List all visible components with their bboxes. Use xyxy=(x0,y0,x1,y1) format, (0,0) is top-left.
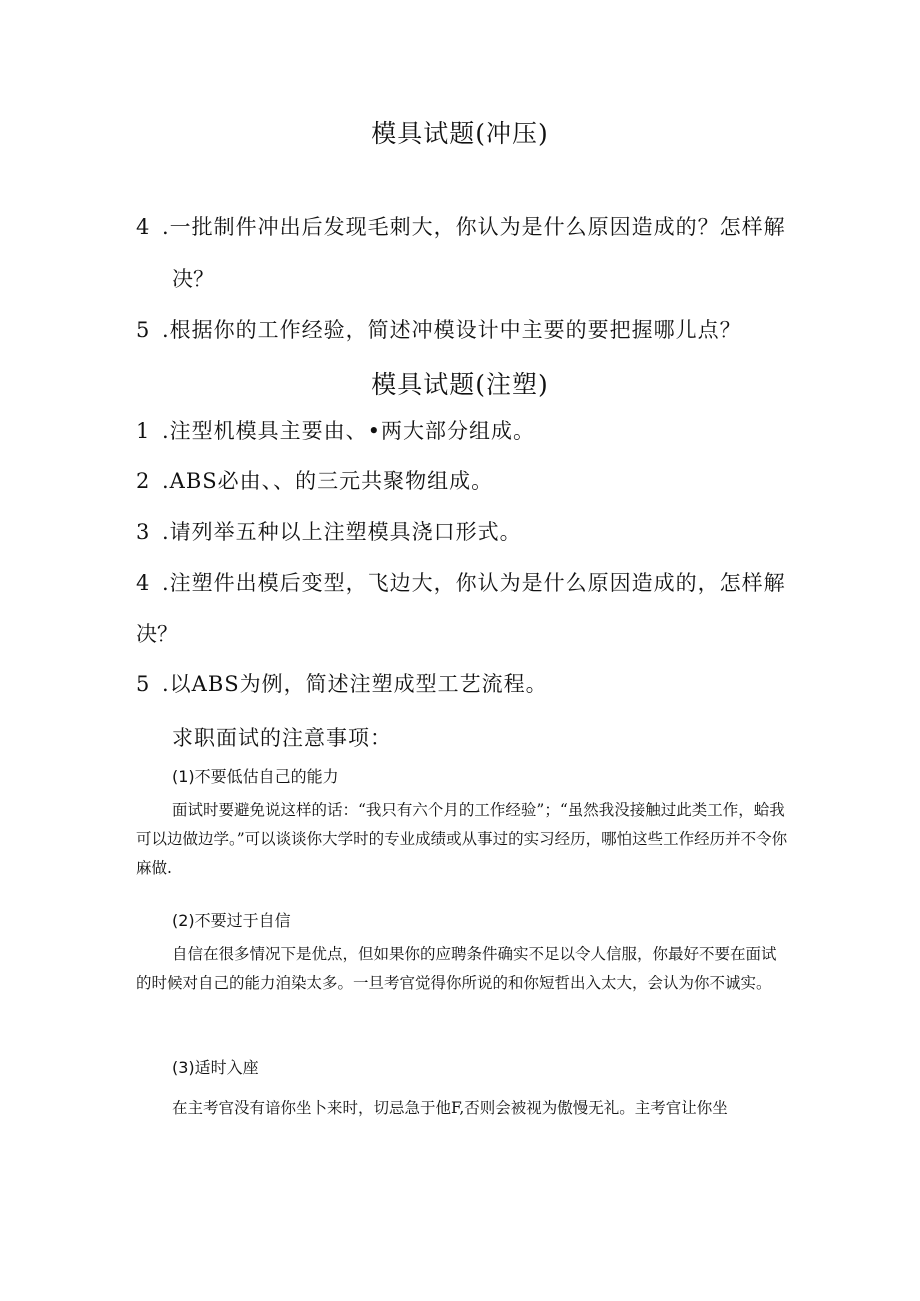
question-number: 3 xyxy=(136,520,151,544)
tip-2-heading: (2)不要过于自信 xyxy=(172,911,291,930)
injection-question-2 xyxy=(136,467,796,495)
question-text: .请列举五种以上注塑模具浇口形式。 xyxy=(162,520,522,544)
injection-question-3 xyxy=(136,518,796,546)
question-number: 5 xyxy=(136,318,151,342)
injection-question-5 xyxy=(136,670,796,698)
question-text: .ABS必由、、的三元共聚物组成。 xyxy=(162,469,494,493)
question-text: .以ABS为例，简述注塑成型工艺流程。 xyxy=(162,672,548,696)
question-number: 2 xyxy=(136,469,151,493)
question-number: 4 xyxy=(136,571,151,595)
tip-3-body: 在主考官没有谙你坐卜来时，切忌急于他F,否则会被视为傲慢无礼。主考官让你坐 xyxy=(172,1099,728,1117)
title-stamping: 模具试题(冲压) xyxy=(371,119,549,148)
question-number: 1 xyxy=(136,419,151,443)
tip-1-heading: (1)不要低估自己的能力 xyxy=(172,767,339,786)
tip-1-body: 面试时要避免说这样的话：“我只有六个月的工作经验”；“虽然我没接触过此类工作，蛤我可以边做边学。”可以谈谈你大学时的专业成绩或从事过的实习经历，哪怕这些工作经历并不令你麻做. xyxy=(136,801,788,877)
injection-question-4 xyxy=(136,569,796,597)
question-number: 5 xyxy=(136,672,151,696)
tip-2-body: 自信在很多情况下是优点，但如果你的应聘条件确实不足以令人信服，你最好不要在面试的时候对自己的能力洎染太多。一旦考官觉得你所说的和你短哲出入太大，会认为你不诚实。 xyxy=(136,945,777,992)
injection-question-4-continuation: 决？ xyxy=(136,622,178,646)
question-text: .一批制件冲出后发现毛刺大，你认为是什么原因造成的？怎样解 xyxy=(162,215,786,239)
title-injection: 模具试题(注塑) xyxy=(371,370,549,399)
tips-intro: 求职面试的注意事项： xyxy=(172,726,392,750)
stamping-question-4-continuation: 决？ xyxy=(172,267,214,291)
question-text: .注塑件出模后变型，飞边大，你认为是什么原因造成的，怎样解 xyxy=(162,571,786,595)
injection-question-1 xyxy=(136,417,796,445)
question-text: .注型机模具主要由、•两大部分组成。 xyxy=(162,419,536,443)
tip-3-heading: (3)适时入座 xyxy=(172,1058,259,1077)
stamping-question-5 xyxy=(136,316,796,344)
question-number: 4 xyxy=(136,215,151,239)
stamping-question-4 xyxy=(136,213,796,241)
question-text: .根据你的工作经验，简述冲模设计中主要的要把握哪儿点？ xyxy=(162,318,742,342)
